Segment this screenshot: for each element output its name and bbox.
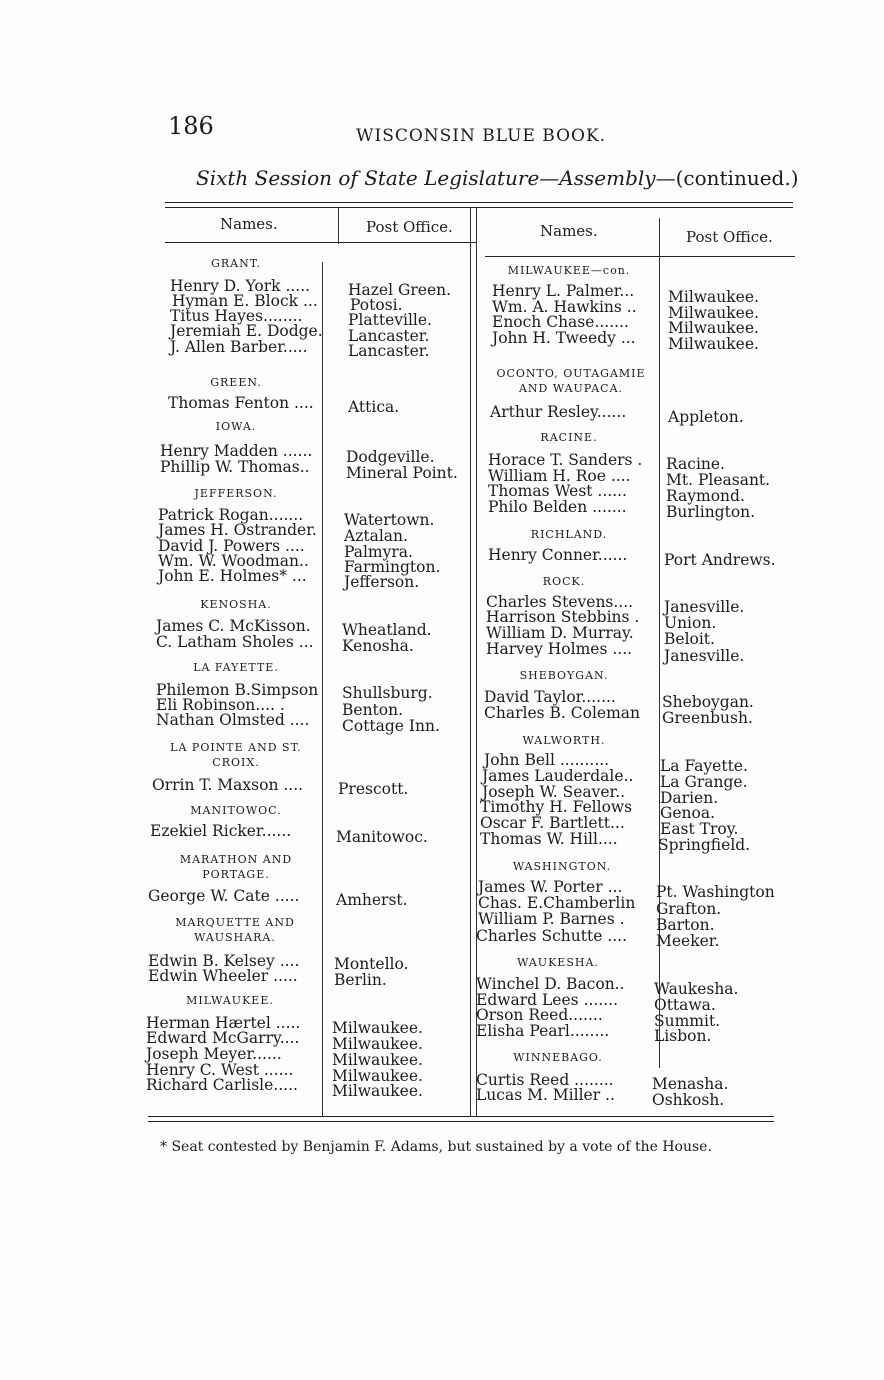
post-office: Dodgeville. bbox=[346, 448, 435, 466]
member-name: Arthur Resley...... bbox=[490, 403, 627, 421]
member-name: Ezekiel Ricker...... bbox=[150, 822, 292, 840]
column-divider-left bbox=[338, 208, 339, 244]
table-bottom-rule-2 bbox=[148, 1121, 774, 1122]
post-office: Cottage Inn. bbox=[342, 717, 440, 735]
post-office: Lisbon. bbox=[654, 1027, 712, 1045]
member-name: Richard Carlisle..... bbox=[146, 1076, 298, 1094]
member-name: Edwin B. Kelsey .... bbox=[148, 952, 300, 970]
post-office: Darien. bbox=[660, 789, 719, 807]
member-name: Henry Conner...... bbox=[488, 546, 628, 564]
member-name: James Lauderdale.. bbox=[482, 767, 634, 785]
post-office: Burlington. bbox=[666, 503, 756, 521]
member-name: Edward Lees ....... bbox=[476, 991, 619, 1009]
table-bottom-rule bbox=[148, 1116, 774, 1117]
member-name: Horace T. Sanders . bbox=[488, 451, 643, 469]
post-office: Milwaukee. bbox=[332, 1019, 423, 1037]
post-office: Racine. bbox=[666, 455, 725, 473]
post-office: Attica. bbox=[348, 398, 400, 416]
member-name: Henry Madden ...... bbox=[160, 442, 313, 460]
county-heading: GREEN. bbox=[210, 376, 262, 389]
post-office: Springfield. bbox=[658, 836, 751, 854]
member-name: Joseph Meyer...... bbox=[146, 1045, 282, 1063]
post-office: Milwaukee. bbox=[332, 1035, 423, 1053]
county-heading: WASHINGTON. bbox=[512, 860, 612, 873]
post-office: Meeker. bbox=[656, 932, 720, 950]
member-name: Timothy H. Fellows bbox=[480, 798, 633, 816]
member-name: Orson Reed....... bbox=[476, 1006, 603, 1024]
county-heading: RICHLAND. bbox=[530, 528, 608, 541]
post-office: Platteville. bbox=[348, 311, 432, 329]
page-subtitle bbox=[196, 166, 799, 190]
post-office: Hazel Green. bbox=[348, 281, 452, 299]
post-office: Milwaukee. bbox=[668, 335, 759, 353]
county-heading: JEFFERSON. bbox=[194, 487, 278, 500]
post-office: Barton. bbox=[656, 916, 715, 934]
member-name: James W. Porter ... bbox=[478, 878, 623, 896]
member-name: Patrick Rogan....... bbox=[158, 506, 304, 524]
member-name: Winchel D. Bacon.. bbox=[476, 975, 625, 993]
county-heading: MARATHON AND PORTAGE. bbox=[179, 853, 293, 881]
post-office: Prescott. bbox=[338, 780, 409, 798]
post-office: Oshkosh. bbox=[652, 1091, 725, 1109]
member-name: Oscar F. Bartlett... bbox=[480, 814, 625, 832]
table-top-rule-2 bbox=[165, 207, 793, 208]
member-name: Hyman E. Block ... bbox=[172, 292, 318, 310]
member-name: Wm. A. Hawkins .. bbox=[492, 298, 637, 316]
member-name: Nathan Olmsted .... bbox=[156, 711, 310, 729]
post-office: Waukesha. bbox=[654, 980, 739, 998]
post-office: Benton. bbox=[342, 701, 404, 719]
post-office: Mt. Pleasant. bbox=[666, 471, 771, 489]
member-name: Thomas West ...... bbox=[488, 482, 627, 500]
post-office: Farmington. bbox=[344, 558, 441, 576]
county-heading: IOWA. bbox=[215, 420, 257, 433]
post-office: Jefferson. bbox=[344, 573, 420, 591]
post-office: Union. bbox=[664, 614, 717, 632]
county-heading: OCONTO, OUTAGAMIE AND WAUPACA. bbox=[496, 367, 646, 395]
post-office: Berlin. bbox=[334, 971, 387, 989]
header-names-left: Names. bbox=[220, 215, 278, 233]
post-office: Aztalan. bbox=[344, 527, 408, 545]
county-heading: GRANT. bbox=[211, 257, 261, 270]
post-office: La Fayette. bbox=[660, 757, 748, 775]
member-name: Charles Stevens.... bbox=[486, 593, 634, 611]
county-heading: RACINE. bbox=[540, 431, 598, 444]
member-name: Enoch Chase....... bbox=[492, 313, 629, 331]
header-rule-left bbox=[165, 242, 477, 243]
member-name: Phillip W. Thomas.. bbox=[160, 458, 310, 476]
post-office: Shullsburg. bbox=[342, 684, 433, 702]
post-office: Menasha. bbox=[652, 1075, 729, 1093]
member-name: Curtis Reed ........ bbox=[476, 1071, 614, 1089]
subtitle-continued: (continued.) bbox=[675, 166, 799, 190]
post-office: Kenosha. bbox=[342, 637, 414, 655]
member-name: Charles Schutte .... bbox=[476, 927, 628, 945]
member-name: Herman Hærtel ..... bbox=[146, 1014, 301, 1032]
member-name: J. Allen Barber..... bbox=[170, 338, 308, 356]
post-office: Appleton. bbox=[668, 408, 744, 426]
post-office: Pt. Washington bbox=[656, 883, 775, 901]
member-name: William H. Roe .... bbox=[488, 467, 631, 485]
member-name: John Bell .......... bbox=[484, 751, 610, 769]
member-name: William P. Barnes . bbox=[478, 910, 625, 928]
member-name: Henry C. West ...... bbox=[146, 1061, 294, 1079]
member-name: James C. McKisson. bbox=[156, 617, 311, 635]
post-office: Sheboygan. bbox=[662, 693, 754, 711]
member-name: Elisha Pearl........ bbox=[476, 1022, 610, 1040]
county-heading: SHEBOYGAN. bbox=[519, 669, 609, 682]
member-name: Philo Belden ....... bbox=[488, 498, 627, 516]
member-name: Henry D. York ..... bbox=[170, 277, 311, 295]
member-name: Edward McGarry.... bbox=[146, 1029, 300, 1047]
member-name: Joseph W. Seaver.. bbox=[482, 783, 626, 801]
member-name: Harvey Holmes .... bbox=[486, 640, 633, 658]
header-names-right: Names. bbox=[540, 222, 598, 240]
post-office: Beloit. bbox=[664, 630, 715, 648]
post-office: Amherst. bbox=[336, 891, 408, 909]
member-name: Thomas Fenton .... bbox=[168, 394, 314, 412]
member-name: George W. Cate ..... bbox=[148, 887, 300, 905]
header-post-office-right: Post Office. bbox=[686, 228, 773, 246]
member-name: David Taylor....... bbox=[484, 688, 616, 706]
header-post-office-left: Post Office. bbox=[366, 218, 453, 236]
page-number: 186 bbox=[168, 112, 214, 140]
post-office: Mineral Point. bbox=[346, 464, 458, 482]
post-office: Palmyra. bbox=[344, 543, 413, 561]
member-name: Chas. E.Chamberlin bbox=[478, 894, 636, 912]
post-office: Milwaukee. bbox=[668, 304, 759, 322]
post-office: Grafton. bbox=[656, 900, 722, 918]
post-office: Watertown. bbox=[344, 511, 435, 529]
center-divider-a bbox=[470, 208, 471, 1116]
footnote: * Seat contested by Benjamin F. Adams, but sustained by a vote of the House. bbox=[160, 1139, 712, 1155]
post-office: Port Andrews. bbox=[664, 551, 776, 569]
county-heading: MANITOWOC. bbox=[190, 804, 282, 817]
subtitle-italic: Sixth Session of State Legislature—Assembly— bbox=[196, 166, 676, 190]
county-heading: MILWAUKEE. bbox=[186, 994, 274, 1007]
table-top-rule bbox=[165, 202, 793, 203]
post-office: Milwaukee. bbox=[332, 1067, 423, 1085]
member-name: Charles B. Coleman bbox=[484, 704, 640, 722]
member-name: William D. Murray. bbox=[486, 624, 634, 642]
member-name: David J. Powers .... bbox=[158, 537, 305, 555]
member-name: James H. Ostrander. bbox=[158, 521, 317, 539]
post-office: Janesville. bbox=[664, 647, 745, 665]
post-office: Lancaster. bbox=[348, 342, 430, 360]
post-office: Milwaukee. bbox=[668, 288, 759, 306]
member-name: John E. Holmes* ... bbox=[158, 567, 307, 585]
member-name: Titus Hayes........ bbox=[170, 307, 303, 325]
post-office: East Troy. bbox=[660, 820, 739, 838]
header-rule-right bbox=[485, 256, 795, 257]
post-office: Milwaukee. bbox=[332, 1051, 423, 1069]
post-office: La Grange. bbox=[660, 773, 748, 791]
post-office: Wheatland. bbox=[342, 621, 432, 639]
member-name: C. Latham Sholes ... bbox=[156, 633, 314, 651]
post-office: Genoa. bbox=[660, 804, 716, 822]
county-heading: ROCK. bbox=[542, 575, 586, 588]
member-name: Edwin Wheeler ..... bbox=[148, 967, 298, 985]
county-heading: MILWAUKEE—con. bbox=[507, 264, 631, 277]
county-heading: WINNEBAGO. bbox=[513, 1051, 603, 1064]
member-name: Wm. W. Woodman.. bbox=[158, 552, 309, 570]
member-name: Eli Robinson.... . bbox=[156, 696, 285, 714]
county-heading: LA POINTE AND ST. CROIX. bbox=[170, 741, 302, 769]
county-heading: MARQUETTE AND WAUSHARA. bbox=[175, 916, 295, 944]
post-office: Raymond. bbox=[666, 487, 745, 505]
post-office: Potosi. bbox=[350, 296, 403, 314]
post-office: Manitowoc. bbox=[336, 828, 428, 846]
post-office: Lancaster. bbox=[348, 327, 430, 345]
post-office: Janesville. bbox=[664, 598, 745, 616]
member-name: John H. Tweedy ... bbox=[492, 329, 636, 347]
county-heading: LA FAYETTE. bbox=[193, 661, 279, 674]
member-name: Thomas W. Hill.... bbox=[480, 830, 618, 848]
county-heading: WALWORTH. bbox=[522, 734, 606, 747]
post-office: Montello. bbox=[334, 955, 409, 973]
member-name: Orrin T. Maxson .... bbox=[152, 776, 304, 794]
post-office: Summit. bbox=[654, 1012, 721, 1030]
post-office: Ottawa. bbox=[654, 996, 716, 1014]
member-name: Lucas M. Miller .. bbox=[476, 1086, 615, 1104]
member-name: Henry L. Palmer... bbox=[492, 282, 635, 300]
member-name: Philemon B.Simpson bbox=[156, 681, 319, 699]
county-heading: KENOSHA. bbox=[200, 598, 272, 611]
post-office: Greenbush. bbox=[662, 709, 753, 727]
running-head: WISCONSIN BLUE BOOK. bbox=[356, 126, 607, 146]
column-divider-left-lower bbox=[322, 262, 323, 1116]
post-office: Milwaukee. bbox=[668, 319, 759, 337]
member-name: Jeremiah E. Dodge. bbox=[170, 322, 323, 340]
county-heading: WAUKESHA. bbox=[517, 956, 599, 969]
post-office: Milwaukee. bbox=[332, 1082, 423, 1100]
member-name: Harrison Stebbins . bbox=[486, 608, 640, 626]
